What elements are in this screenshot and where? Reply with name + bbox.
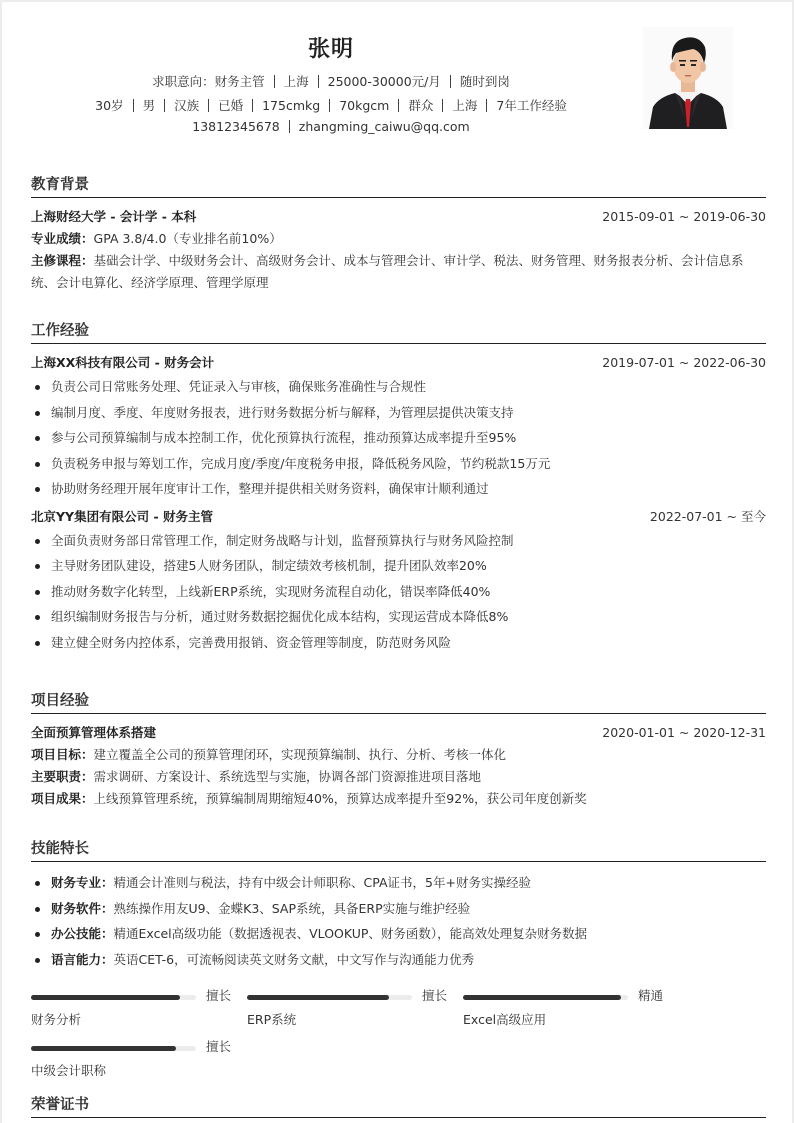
resume-sheet — [2, 2, 792, 1123]
expected-salary: 25000-30000元/月 — [327, 74, 441, 89]
education-item-head — [31, 206, 766, 228]
skill-bar-item — [31, 982, 236, 1032]
skill-bar-item — [463, 982, 668, 1032]
resume-page — [31, 2, 766, 1113]
list-item: 协助财务经理开展年度审计工作，整理并提供相关财务资料，确保审计顺利通过 — [31, 476, 766, 502]
section-title-work: 工作经验 — [31, 320, 766, 344]
job-intent: 求职意向：财务主管 — [152, 74, 265, 89]
work-date: 2019-07-01 ~ 2022-06-30 — [602, 355, 766, 370]
height: 175cmkg — [262, 98, 321, 113]
skill-bar-fill — [463, 995, 621, 1000]
section-education — [31, 174, 766, 294]
personal-info-line — [31, 96, 631, 114]
gender: 男 — [142, 98, 156, 113]
list-item: 推动财务数字化转型，上线新ERP系统，实现财务流程自动化，错误率降低40% — [31, 579, 766, 605]
section-title-honors: 荣誉证书 — [31, 1094, 766, 1118]
skill-bars — [31, 982, 766, 1092]
work-item-head — [31, 506, 766, 528]
phone: 13812345678 — [192, 119, 280, 134]
divider — [398, 99, 399, 112]
work-date: 2022-07-01 ~ 至今 — [649, 508, 766, 524]
section-work — [31, 320, 766, 655]
divider — [133, 99, 134, 112]
section-title-projects: 项目经验 — [31, 690, 766, 714]
skill-name: 财务分析 — [31, 1012, 82, 1027]
intent-city: 上海 — [283, 74, 309, 89]
field-value: 上线预算管理系统，预算编制周期缩短40%，预算达成率提升至92%，获公司年度创新奖 — [93, 791, 587, 806]
list-item — [31, 947, 766, 973]
job-intent-line — [31, 72, 631, 90]
availability: 随时到岗 — [459, 74, 510, 89]
work-heading: 北京YY集团有限公司 - 财务主管 — [31, 508, 213, 524]
project-field — [31, 766, 766, 788]
list-item: 编制月度、季度、年度财务报表，进行财务数据分析与解释，为管理层提供决策支持 — [31, 400, 766, 426]
resume-header — [31, 2, 766, 152]
skill-bar-track — [31, 995, 196, 1000]
skill-bar-fill — [31, 995, 180, 1000]
education-date: 2015-09-01 ~ 2019-06-30 — [602, 209, 766, 224]
skill-desc: 精通会计准则与税法，持有中级会计师职称、CPA证书，5年+财务实操经验 — [113, 875, 531, 890]
skill-name: ERP系统 — [247, 1012, 297, 1027]
divider — [274, 75, 275, 88]
field-label: 主要职责： — [31, 769, 94, 784]
field-value: GPA 3.8/4.0（专业排名前10%） — [93, 231, 282, 246]
list-item: 负责公司日常账务处理、凭证录入与审核，确保账务准确性与合规性 — [31, 374, 766, 400]
field-label: 主修课程： — [31, 253, 94, 268]
field-label: 项目目标： — [31, 747, 94, 762]
age: 30岁 — [95, 98, 124, 113]
skill-bar-track — [463, 995, 628, 1000]
divider — [442, 99, 443, 112]
skill-label: 办公技能： — [51, 926, 114, 941]
list-item: 主导财务团队建设，搭建5人财务团队，制定绩效考核机制，提升团队效率20% — [31, 553, 766, 579]
work-heading: 上海XX科技有限公司 - 财务会计 — [31, 355, 215, 370]
candidate-name: 张明 — [307, 37, 354, 62]
list-item: 建立健全财务内控体系，完善费用报销、资金管理等制度，防范财务风险 — [31, 630, 766, 656]
skill-name: 中级会计职称 — [31, 1063, 107, 1078]
project-field — [31, 788, 766, 810]
contact-line — [31, 119, 631, 134]
skill-desc: 熟练操作用友U9、金蝶K3、SAP系统，具备ERP实施与维护经验 — [113, 900, 471, 916]
section-title-skills: 技能特长 — [31, 838, 766, 862]
section-title-education: 教育背景 — [31, 174, 766, 198]
project-heading: 全面预算管理体系搭建 — [31, 725, 157, 740]
avatar — [643, 27, 733, 129]
education-field — [31, 228, 766, 250]
skill-level: 擅长 — [422, 988, 448, 1003]
field-value: 基础会计学、中级财务会计、高级财务会计、成本与管理会计、审计学、税法、财务管理、财务报表分析、会计信息系统、会计电算化、经济学原理、管理学原理 — [31, 253, 744, 290]
skills-bullets — [31, 870, 766, 972]
divider — [329, 99, 330, 112]
list-item — [31, 896, 766, 922]
skill-bar-item — [247, 982, 452, 1032]
field-value: 建立覆盖全公司的预算管理闭环，实现预算编制、执行、分析、考核一体化 — [93, 747, 507, 762]
section-skills — [31, 838, 766, 1092]
list-item: 组织编制财务报告与分析，通过财务数据挖掘优化成本结构，实现运营成本降低8% — [31, 604, 766, 630]
divider — [164, 99, 165, 112]
skill-bar-fill — [31, 1046, 176, 1051]
marital-status: 已婚 — [218, 98, 244, 113]
political-status: 群众 — [408, 98, 434, 113]
divider — [486, 99, 487, 112]
field-label: 项目成果： — [31, 791, 94, 806]
avatar-portrait-icon — [643, 27, 733, 129]
list-item: 参与公司预算编制与成本控制工作，优化预算执行流程，推动预算达成率提升至95% — [31, 425, 766, 451]
section-projects — [31, 690, 766, 810]
ethnicity: 汉族 — [174, 98, 200, 113]
skill-bar-track — [31, 1046, 196, 1051]
project-item-head — [31, 722, 766, 744]
list-item: 全面负责财务部日常管理工作，制定财务战略与计划，监督预算执行与财务风险控制 — [31, 528, 766, 554]
section-honors — [31, 1094, 766, 1118]
work-years: 7年工作经验 — [496, 98, 567, 113]
skill-label: 财务专业： — [51, 875, 114, 890]
project-field — [31, 744, 766, 766]
skill-label: 财务软件： — [51, 900, 114, 916]
field-value: 需求调研、方案设计、系统选型与实施，协调各部门资源推进项目落地 — [93, 769, 482, 784]
skill-name: Excel高级应用 — [463, 1012, 547, 1027]
skill-bar-fill — [247, 995, 389, 1000]
skill-level: 精通 — [638, 988, 664, 1003]
project-date: 2020-01-01 ~ 2020-12-31 — [602, 725, 766, 740]
education-heading: 上海财经大学 - 会计学 - 本科 — [31, 209, 197, 224]
divider — [289, 120, 290, 133]
email: zhangming_caiwu@qq.com — [298, 119, 470, 134]
residence: 上海 — [452, 98, 478, 113]
divider — [252, 99, 253, 112]
education-field — [31, 250, 766, 294]
divider — [450, 75, 451, 88]
skill-level: 擅长 — [206, 1039, 232, 1054]
skill-level: 擅长 — [206, 988, 232, 1003]
list-item — [31, 870, 766, 896]
work-bullets — [31, 374, 766, 502]
skill-bar-item — [31, 1033, 236, 1083]
skill-desc: 英语CET-6，可流畅阅读英文财务文献，中文写作与沟通能力优秀 — [113, 951, 475, 967]
skill-label: 语言能力： — [51, 951, 114, 967]
field-label: 专业成绩： — [31, 231, 94, 246]
divider — [208, 99, 209, 112]
work-item-head — [31, 352, 766, 374]
divider — [318, 75, 319, 88]
weight: 70kgcm — [339, 98, 390, 113]
skill-desc: 精通Excel高级功能（数据透视表、VLOOKUP、财务函数），能高效处理复杂财务数据 — [113, 926, 588, 941]
skill-bar-track — [247, 995, 412, 1000]
work-bullets — [31, 528, 766, 656]
list-item — [31, 921, 766, 947]
list-item: 负责税务申报与筹划工作，完成月度/季度/年度税务申报，降低税务风险，节约税款15万元 — [31, 451, 766, 477]
